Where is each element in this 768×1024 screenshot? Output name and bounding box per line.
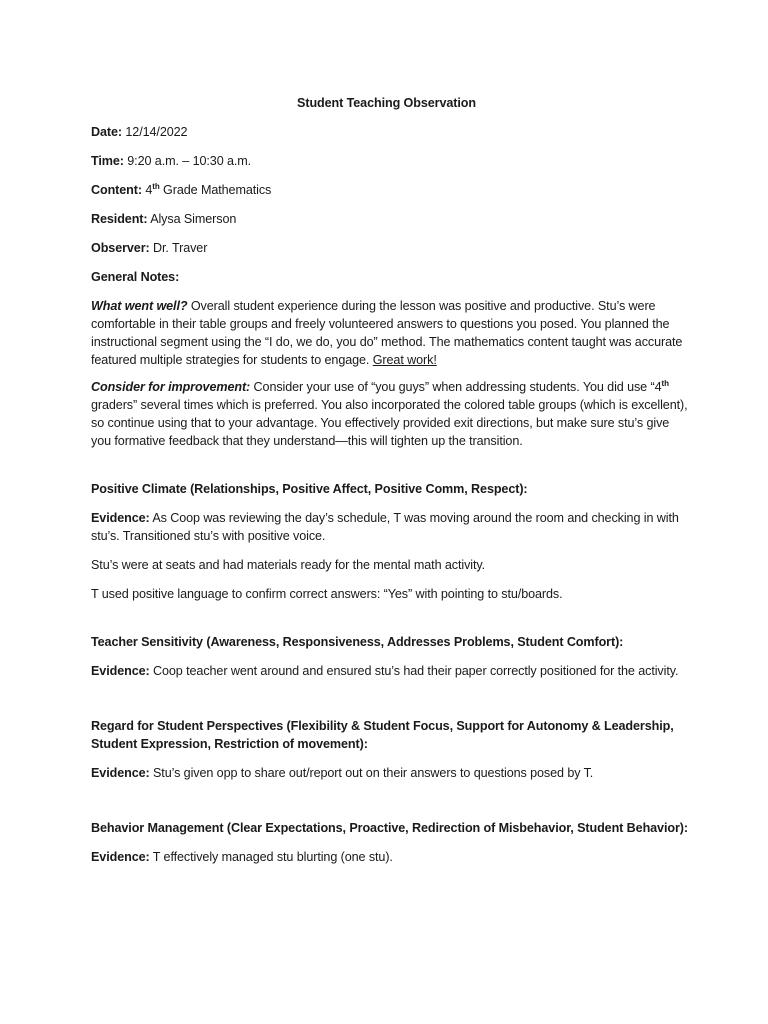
content-label: Content: [91, 183, 142, 197]
evidence-label: Evidence: [91, 766, 150, 780]
section-evidence-positive-climate [91, 509, 688, 545]
went-well-paragraph [91, 297, 688, 369]
evidence-text: T effectively managed stu blurting (one stu). [149, 850, 393, 864]
section-heading-student-perspectives: Regard for Student Perspectives (Flexibility & Student Focus, Support for Autonomy & Leadership, Student Expression, Restriction of movement): [91, 719, 674, 751]
section-evidence-teacher-sensitivity [91, 662, 688, 680]
improvement-label: Consider for improvement: [91, 380, 251, 394]
time-field [91, 152, 688, 170]
time-label: Time: [91, 154, 124, 168]
general-notes-heading [91, 268, 688, 286]
observer-label: Observer: [91, 241, 150, 255]
evidence-text: Stu’s given opp to share out/report out on their answers to questions posed by T. [149, 766, 594, 780]
section-evidence-behavior-management [91, 848, 688, 866]
great-work-text: Great work! [372, 353, 437, 367]
evidence-text: As Coop was reviewing the day’s schedule, T was moving around the room and checking in with stu’s. Transitioned stu’s with positive voice. [91, 511, 679, 543]
resident-field [91, 210, 688, 228]
content-value-sup: th [152, 181, 160, 191]
resident-value: Alysa Simerson [147, 212, 237, 226]
improvement-paragraph [91, 378, 688, 450]
improvement-text-post: graders” several times which is preferred. You also incorporated the colored table groups (which is excellent), so continue using that to your advantage. You effectively provided exit directions, but make sure stu’s give you formative feedback that they understand—this will tighten up the transition. [91, 398, 688, 448]
date-field [91, 123, 688, 141]
improvement-sup: th [661, 378, 669, 388]
date-value: 12/14/2022 [122, 125, 188, 139]
general-notes-label: General Notes: [91, 270, 180, 284]
content-value-post: Grade Mathematics [159, 183, 272, 197]
evidence-text: Coop teacher went around and ensured stu’s had their paper correctly positioned for the activity. [149, 664, 679, 678]
improvement-text-pre: Consider your use of “you guys” when addressing students. You did use “4 [250, 380, 662, 394]
evidence-extra-line: T used positive language to confirm correct answers: “Yes” with pointing to stu/boards. [91, 587, 563, 601]
evidence-label: Evidence: [91, 850, 150, 864]
evidence-extra-line: Stu’s were at seats and had materials ready for the mental math activity. [91, 558, 486, 572]
went-well-label: What went well? [91, 299, 188, 313]
resident-label: Resident: [91, 212, 148, 226]
went-well-text: Overall student experience during the lesson was positive and productive. Stu’s were comfortable in their table groups and freely volunteered answers to questions you posed. You planned the instructional segment using the “I do, we do, you do” method. The mathematics content taught was accurate featured multiple strategies for students to engage. [91, 299, 683, 367]
date-label: Date: [91, 125, 122, 139]
time-value: 9:20 a.m. – 10:30 a.m. [123, 154, 252, 168]
section-heading-behavior-management: Behavior Management (Clear Expectations, Proactive, Redirection of Misbehavior, Student Behavior): [91, 821, 688, 835]
content-value-pre: 4 [141, 183, 153, 197]
document-title: Student Teaching Observation [297, 96, 476, 110]
section-heading-positive-climate: Positive Climate (Relationships, Positive Affect, Positive Comm, Respect): [91, 482, 528, 496]
section-evidence-student-perspectives [91, 764, 688, 782]
section-heading-teacher-sensitivity: Teacher Sensitivity (Awareness, Responsiveness, Addresses Problems, Student Comfort): [91, 635, 624, 649]
content-field [91, 181, 688, 199]
observer-value: Dr. Traver [149, 241, 208, 255]
evidence-label: Evidence: [91, 664, 150, 678]
observer-field [91, 239, 688, 257]
evidence-label: Evidence: [91, 511, 150, 525]
